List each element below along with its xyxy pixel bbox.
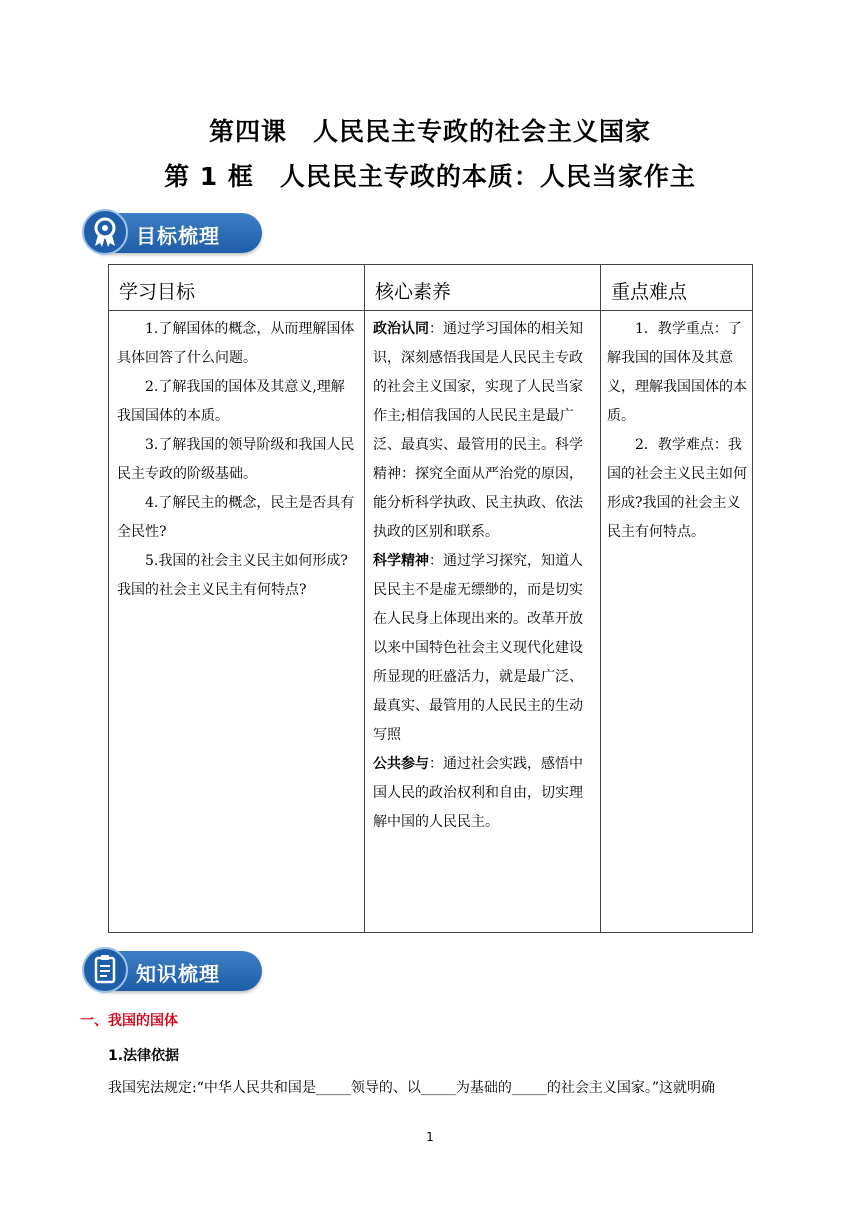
goal-item: 1.了解国体的概念，从而理解国体具体回答了什么问题。 [117, 321, 355, 366]
key-point-item: 2．教学难点：我国的社会主义民主如何形成?我国的社会主义民主有何特点。 [607, 437, 747, 540]
header-learning-goals: 学习目标 [109, 265, 365, 311]
literacy-text: ：通过学习探究，知道人民民主不是虚无缥缈的，而是切实在人民身上体现出来的。改革开放以来中国特色社会主义现代化建设所显现的旺盛活力，就是最广泛、最真实、最管用的人民民主的生动写照 [373, 553, 583, 743]
section-heading: 一、我国的国体 [80, 1013, 178, 1029]
literacy-keyword: 政治认同 [373, 321, 429, 337]
goals-banner-label: 目标梳理 [136, 224, 220, 248]
goal-item: 3.了解我国的领导阶级和我国人民民主专政的阶级基础。 [117, 437, 355, 482]
clipboard-checklist-icon [82, 947, 128, 993]
literacy-text: ：通过学习国体的相关知识，深刻感悟我国是人民民主专政的社会主义国家，实现了人民当家作主;相信我国的人民民主是最广泛、最真实、最管用的民主。科学精神：探究全面从严治党的原因，能分析科学执政、民主执政、依法执政的区别和联系。 [373, 321, 583, 540]
key-point-item: 1．教学重点：了解我国的国体及其意义，理解我国国体的本质。 [607, 321, 747, 424]
literacy-item [373, 315, 596, 547]
knowledge-banner-label: 知识梳理 [136, 962, 220, 986]
core-literacy-cell [365, 311, 601, 933]
literacy-keyword: 公共参与 [373, 756, 429, 772]
literacy-keyword: 科学精神 [373, 553, 429, 569]
key-points-cell [601, 311, 753, 933]
literacy-item [373, 750, 596, 837]
goal-item: 2.了解我国的国体及其意义,理解我国国体的本质。 [117, 379, 345, 424]
literacy-text: ：通过社会实践，感悟中国人民的政治权利和自由，切实理解中国的人民民主。 [373, 756, 583, 830]
page-number: 1 [426, 1130, 434, 1144]
header-core-literacy: 核心素养 [365, 265, 601, 311]
subsection-heading: 1.法律依据 [108, 1048, 180, 1064]
award-ribbon-icon [82, 209, 128, 255]
goals-banner [82, 209, 262, 257]
section-title: 第 1 框 人民民主专政的本质：人民当家作主 [164, 162, 696, 191]
literacy-item [373, 547, 596, 750]
objectives-table [108, 264, 753, 933]
body-paragraph: 我国宪法规定:“中华人民共和国是_____领导的、以_____为基础的_____的社会主义国家。”这就明确 [108, 1080, 716, 1096]
knowledge-banner [82, 947, 262, 995]
goal-item: 4.了解民主的概念，民主是否具有全民性? [117, 495, 355, 540]
lesson-title: 第四课 人民民主专政的社会主义国家 [208, 117, 651, 146]
header-key-points: 重点难点 [601, 265, 753, 311]
goal-item: 5.我国的社会主义民主如何形成?我国的社会主义民主有何特点? [117, 553, 348, 598]
learning-goals-cell [109, 311, 365, 933]
